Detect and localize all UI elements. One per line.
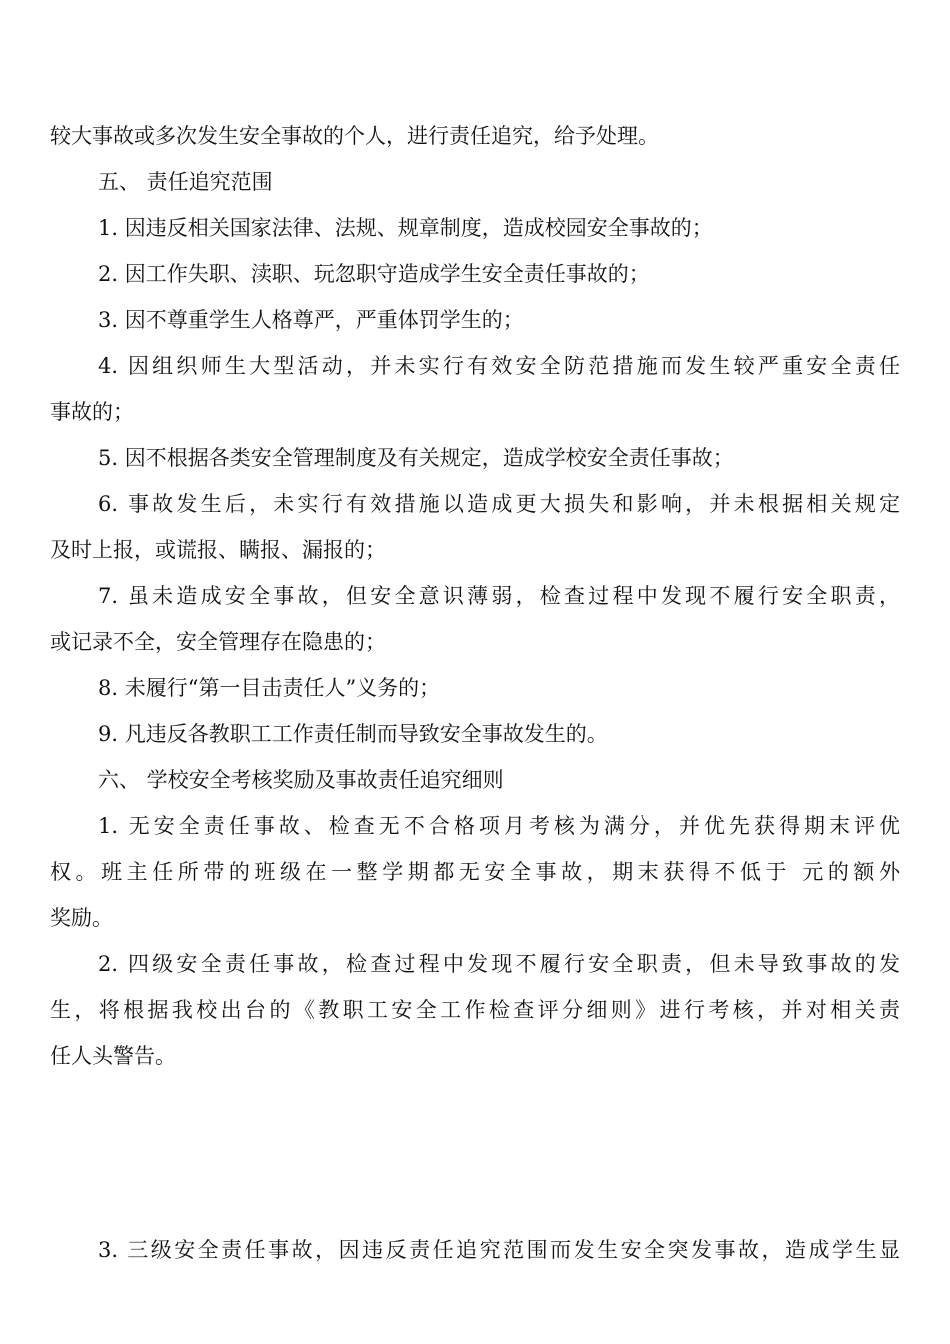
list-item-6-1-end: 奖励。 [50, 906, 113, 930]
list-item-5-8: 8. 未履行“第一目击责任人”义务的； [98, 676, 441, 700]
list-item-5-9: 9. 凡违反各教职工工作责任制而导致安全事故发生的。 [98, 722, 608, 746]
list-item-5-2: 2. 因工作失职、渎职、玩忽职守造成学生安全责任事故的； [98, 262, 650, 286]
list-item-5-5: 5. 因不根据各类安全管理制度及有关规定，造成学校安全责任事故； [98, 446, 734, 470]
list-item-5-3: 3. 因不尊重学生人格尊严，严重体罚学生的； [98, 308, 524, 332]
list-item-6-1-cont: 权。班主任所带的班级在一整学期都无安全事故，期末获得不低于 元的额外 [50, 860, 900, 884]
list-item-6-3: 3. 三级安全责任事故，因违反责任追究范围而发生安全突发事故，造成学生显 [98, 1238, 900, 1262]
list-item-5-6: 6. 事故发生后，未实行有效措施以造成更大损失和影响，并未根据相关规定 [98, 492, 900, 516]
paragraph-line: 较大事故或多次发生安全事故的个人，进行责任追究，给予处理。 [50, 124, 659, 148]
list-item-5-6-cont: 及时上报，或谎报、瞒报、漏报的； [50, 538, 386, 562]
list-item-6-2: 2. 四级安全责任事故，检查过程中发现不履行安全职责，但未导致事故的发 [98, 952, 900, 976]
list-item-5-4-cont: 事故的； [50, 400, 134, 424]
list-item-6-1: 1. 无安全责任事故、检查无不合格项月考核为满分，并优先获得期末评优 [98, 814, 900, 838]
section-heading-5: 五、 责任追究范围 [98, 170, 273, 194]
list-item-5-7-cont: 或记录不全，安全管理存在隐患的； [50, 630, 386, 654]
list-item-6-2-cont: 生，将根据我校出台的《教职工安全工作检查评分细则》进行考核，并对相关责 [50, 998, 900, 1022]
section-heading-6: 六、 学校安全考核奖励及事故责任追究细则 [98, 768, 504, 792]
list-item-6-2-end: 任人头警告。 [50, 1044, 176, 1068]
list-item-5-7: 7. 虽未造成安全事故，但安全意识薄弱，检查过程中发现不履行安全职责， [98, 584, 900, 608]
list-item-5-1: 1. 因违反相关国家法律、法规、规章制度，造成校园安全事故的； [98, 216, 713, 240]
list-item-5-4: 4. 因组织师生大型活动，并未实行有效安全防范措施而发生较严重安全责任 [98, 354, 900, 378]
